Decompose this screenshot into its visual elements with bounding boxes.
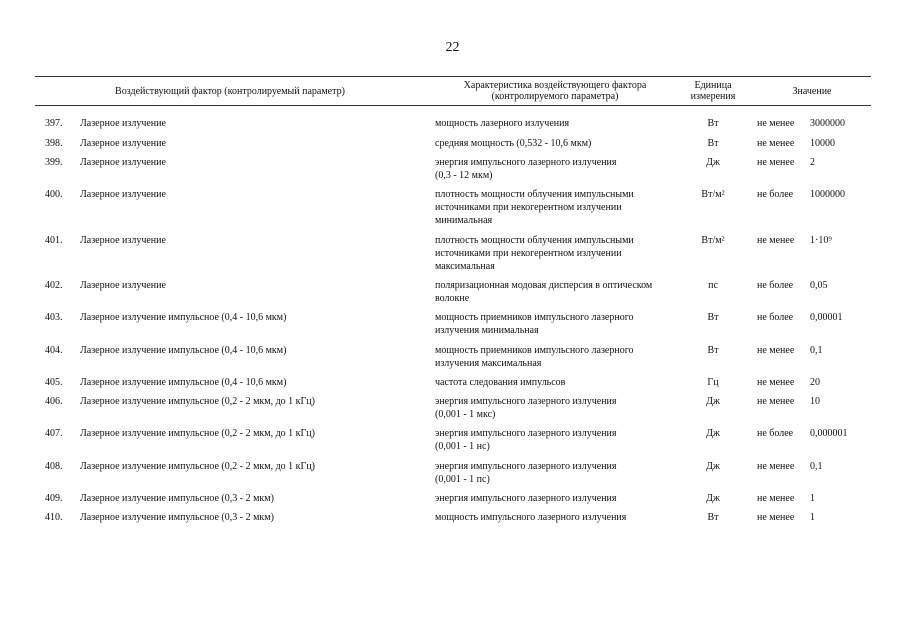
row-value: 0,00001 — [810, 312, 843, 323]
header-characteristic-line2: (контролируемого параметра) — [491, 91, 619, 102]
row-value: 1 — [810, 512, 815, 523]
row-characteristic-line: средняя мощность (0,532 - 10,6 мкм) — [435, 138, 592, 149]
row-factor: Лазерное излучение — [80, 280, 166, 291]
row-unit: Гц — [707, 377, 719, 388]
row-qualifier: не менее — [757, 345, 795, 356]
row-factor: Лазерное излучение импульсное (0,3 - 2 мкм) — [80, 512, 274, 523]
row-characteristic — [435, 137, 680, 150]
row-characteristic-line: максимальная — [435, 261, 495, 272]
row-number: 404. — [45, 345, 63, 356]
page-number: 22 — [445, 40, 460, 55]
row-unit: Вт — [707, 512, 719, 523]
row-qualifier: не менее — [757, 235, 795, 246]
row-unit: Дж — [706, 461, 720, 472]
row-unit: Вт/м² — [701, 235, 725, 246]
row-unit: пс — [708, 280, 718, 291]
header-value: Значение — [792, 86, 832, 97]
row-value: 1000000 — [810, 189, 845, 200]
header-unit — [682, 80, 744, 102]
row-factor: Лазерное излучение — [80, 118, 166, 129]
row-number: 409. — [45, 493, 63, 504]
row-unit: Дж — [706, 493, 720, 504]
row-characteristic-line: минимальная — [435, 215, 493, 226]
row-unit: Вт — [707, 138, 719, 149]
row-number: 406. — [45, 396, 63, 407]
row-unit: Дж — [706, 396, 720, 407]
row-factor: Лазерное излучение — [80, 235, 166, 246]
row-unit: Вт — [707, 312, 719, 323]
row-characteristic-line: плотность мощности облучения импульсными — [435, 235, 634, 246]
row-number: 397. — [45, 118, 63, 129]
row-characteristic-line: плотность мощности облучения импульсными — [435, 189, 634, 200]
row-characteristic — [435, 460, 680, 486]
row-characteristic-line: волокне — [435, 293, 470, 304]
row-factor: Лазерное излучение импульсное (0,2 - 2 мкм, до 1 кГц) — [80, 396, 315, 407]
row-value: 0,1 — [810, 345, 823, 356]
row-characteristic-line: энергия импульсного лазерного излучения — [435, 428, 617, 439]
row-characteristic-line: излучения минимальная — [435, 325, 539, 336]
row-qualifier: не более — [757, 280, 794, 291]
row-characteristic-line: поляризационная модовая дисперсия в оптическом — [435, 280, 653, 291]
row-characteristic — [435, 311, 680, 337]
row-value: 0,1 — [810, 461, 823, 472]
row-number: 408. — [45, 461, 63, 472]
row-characteristic-line: мощность импульсного лазерного излучения — [435, 512, 627, 523]
row-characteristic — [435, 344, 680, 370]
row-characteristic — [435, 376, 680, 389]
row-characteristic-line: мощность лазерного излучения — [435, 118, 570, 129]
row-number: 398. — [45, 138, 63, 149]
row-factor: Лазерное излучение — [80, 157, 166, 168]
row-value: 20 — [810, 377, 820, 388]
row-factor: Лазерное излучение импульсное (0,4 - 10,6 мкм) — [80, 377, 287, 388]
table-header-rule — [35, 105, 871, 106]
row-qualifier: не менее — [757, 157, 795, 168]
row-characteristic-line: мощность приемников импульсного лазерного — [435, 312, 634, 323]
row-value: 3000000 — [810, 118, 845, 129]
row-factor: Лазерное излучение — [80, 138, 166, 149]
row-qualifier: не менее — [757, 377, 795, 388]
row-factor: Лазерное излучение — [80, 189, 166, 200]
row-characteristic-line: энергия импульсного лазерного излучения — [435, 461, 617, 472]
row-number: 407. — [45, 428, 63, 439]
row-value: 10000 — [810, 138, 835, 149]
row-characteristic-line: (0,3 - 12 мкм) — [435, 170, 493, 181]
row-value: 1 — [810, 493, 815, 504]
row-qualifier: не менее — [757, 138, 795, 149]
row-characteristic — [435, 511, 680, 524]
row-qualifier: не менее — [757, 512, 795, 523]
row-number: 405. — [45, 377, 63, 388]
row-characteristic-line: (0,001 - 1 мкс) — [435, 409, 496, 420]
row-characteristic-line: источниками при некогерентном излучении — [435, 202, 622, 213]
row-factor: Лазерное излучение импульсное (0,4 - 10,6 мкм) — [80, 345, 287, 356]
row-number: 402. — [45, 280, 63, 291]
row-value: 2 — [810, 157, 815, 168]
header-factor: Воздействующий фактор (контролируемый параметр) — [115, 86, 345, 97]
row-characteristic-line: энергия импульсного лазерного излучения — [435, 493, 617, 504]
header-characteristic — [432, 80, 678, 102]
row-characteristic — [435, 395, 680, 421]
row-characteristic — [435, 156, 680, 182]
row-factor: Лазерное излучение импульсное (0,2 - 2 мкм, до 1 кГц) — [80, 428, 315, 439]
header-characteristic-line1: Характеристика воздействующего фактора — [463, 80, 647, 91]
row-unit: Вт/м² — [701, 189, 725, 200]
row-characteristic — [435, 117, 680, 130]
row-characteristic-line: (0,001 - 1 пс) — [435, 474, 490, 485]
row-unit: Вт — [707, 345, 719, 356]
row-qualifier: не менее — [757, 118, 795, 129]
row-characteristic — [435, 279, 680, 305]
row-characteristic — [435, 492, 680, 505]
row-value: 1·10⁹ — [810, 235, 832, 246]
row-qualifier: не менее — [757, 461, 795, 472]
row-number: 400. — [45, 189, 63, 200]
row-number: 410. — [45, 512, 63, 523]
row-factor: Лазерное излучение импульсное (0,2 - 2 мкм, до 1 кГц) — [80, 461, 315, 472]
table-top-rule — [35, 76, 871, 77]
header-unit-line2: измерения — [690, 91, 736, 102]
row-unit: Дж — [706, 157, 720, 168]
row-characteristic-line: энергия импульсного лазерного излучения — [435, 396, 617, 407]
row-unit: Дж — [706, 428, 720, 439]
row-factor: Лазерное излучение импульсное (0,3 - 2 мкм) — [80, 493, 274, 504]
row-number: 399. — [45, 157, 63, 168]
row-characteristic-line: (0,001 - 1 нс) — [435, 441, 490, 452]
row-qualifier: не более — [757, 428, 794, 439]
row-characteristic-line: источниками при некогерентном излучении — [435, 248, 622, 259]
row-qualifier: не более — [757, 312, 794, 323]
row-number: 401. — [45, 235, 63, 246]
row-characteristic-line: излучения максимальная — [435, 358, 542, 369]
row-characteristic — [435, 188, 680, 227]
row-value: 10 — [810, 396, 820, 407]
row-characteristic-line: частота следования импульсов — [435, 377, 566, 388]
row-qualifier: не менее — [757, 396, 795, 407]
row-number: 403. — [45, 312, 63, 323]
row-unit: Вт — [707, 118, 719, 129]
row-value: 0,05 — [810, 280, 828, 291]
row-characteristic-line: мощность приемников импульсного лазерного — [435, 345, 634, 356]
row-factor: Лазерное излучение импульсное (0,4 - 10,6 мкм) — [80, 312, 287, 323]
row-characteristic — [435, 427, 680, 453]
row-qualifier: не более — [757, 189, 794, 200]
header-unit-line1: Единица — [694, 80, 732, 91]
row-qualifier: не менее — [757, 493, 795, 504]
row-characteristic — [435, 234, 680, 273]
row-value: 0,000001 — [810, 428, 848, 439]
row-characteristic-line: энергия импульсного лазерного излучения — [435, 157, 617, 168]
